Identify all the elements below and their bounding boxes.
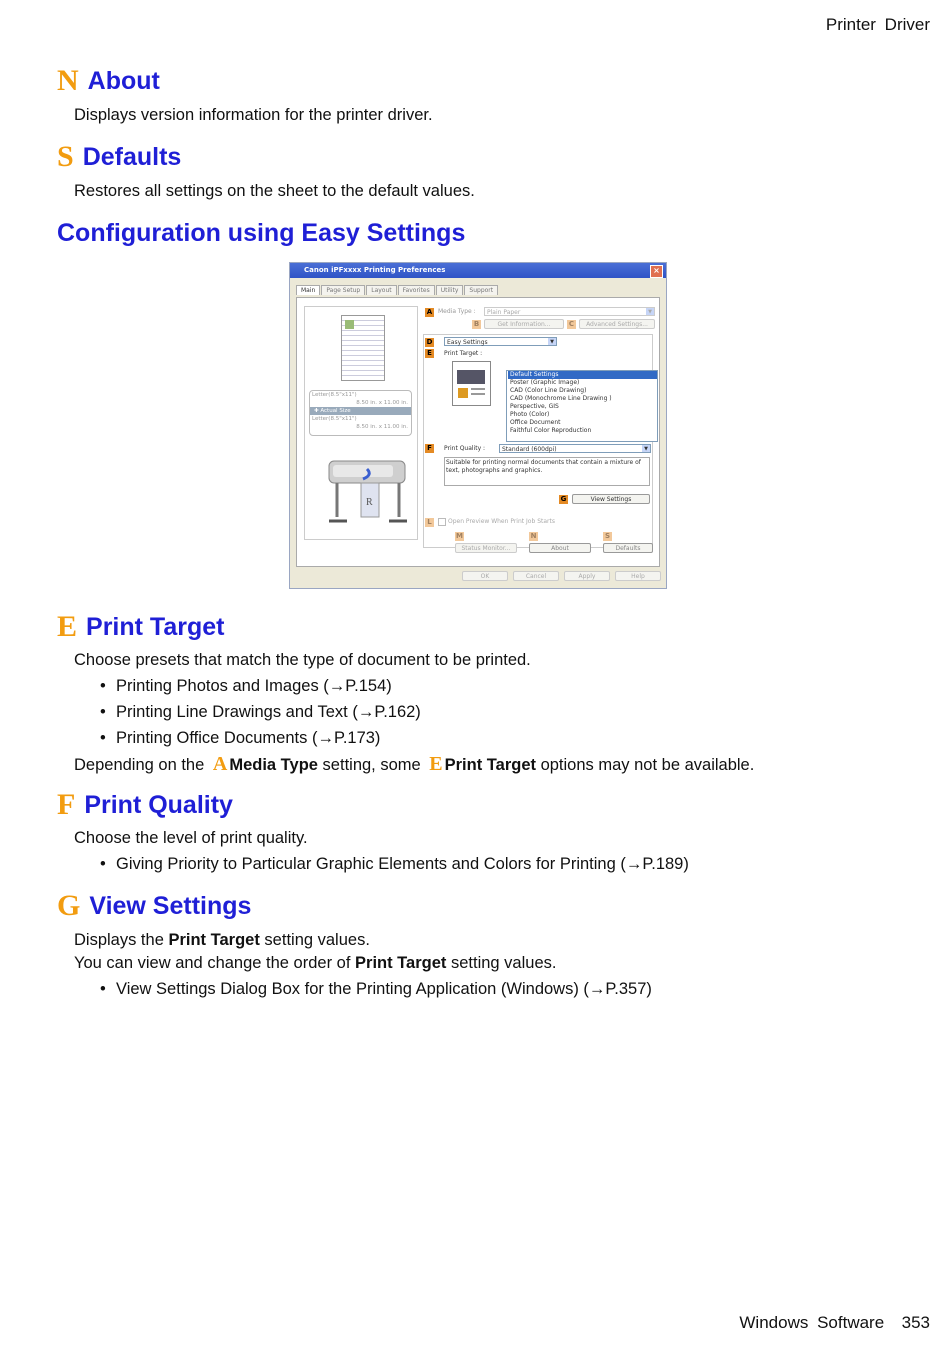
list-item	[100, 703, 421, 722]
tab-layout[interactable]: Layout	[366, 285, 396, 295]
marker-a: A	[426, 308, 433, 316]
marker-d: D	[426, 338, 433, 346]
heading-about: N About	[57, 64, 160, 97]
view-settings-line2: You can view and change the order of Print Target setting values.	[74, 954, 557, 972]
defaults-text: Restores all settings on the sheet to the default values.	[74, 182, 475, 200]
chevron-down-icon: ▼	[646, 308, 654, 315]
list-item	[100, 677, 392, 696]
defaults-button[interactable]: Defaults	[603, 543, 653, 553]
close-icon[interactable]: ×	[650, 265, 663, 278]
tab-support[interactable]: Support	[464, 285, 498, 295]
paper-size-box: Letter(8.5"x11") 8.50 in. x 11.00 in. ✚ Actual Size Letter(8.5"x11") 8.50 in. x 11.00 in.	[309, 390, 412, 436]
ok-button[interactable]: OK	[462, 571, 508, 581]
media-type-select[interactable]: Plain Paper ▼	[484, 307, 655, 316]
link-office-docs[interactable]: Printing Office Documents (→P.173)	[116, 729, 381, 747]
tab-main[interactable]: Main	[296, 285, 320, 295]
running-header: Printer Driver	[825, 15, 930, 34]
marker-letter-e: E	[57, 610, 78, 643]
marker-c: C	[568, 320, 575, 328]
preview-pane	[304, 306, 418, 540]
marker-letter-f: F	[57, 788, 76, 821]
dialog-title-bar: Canon iPFxxxx Printing Preferences ×	[290, 263, 666, 278]
link-priority-graphics[interactable]: Giving Priority to Particular Graphic Elements and Colors for Printing (→P.189)	[116, 855, 689, 873]
tab-page-setup[interactable]: Page Setup	[321, 285, 365, 295]
list-item[interactable]: CAD (Color Line Drawing)	[510, 387, 587, 394]
list-item[interactable]: Poster (Graphic Image)	[510, 379, 580, 386]
heading-print-quality: F Print Quality	[57, 788, 233, 821]
print-target-note: Depending on the A Media Type setting, some E Print Target options may not be available.	[74, 753, 755, 775]
marker-m: M	[456, 532, 463, 540]
print-quality-select[interactable]: Standard (600dpi) ▼	[499, 444, 651, 453]
link-view-settings-dialog[interactable]: View Settings Dialog Box for the Printing Application (Windows) (→P.357)	[116, 980, 652, 998]
marker-s: S	[604, 532, 611, 540]
marker-l: L	[425, 518, 434, 527]
marker-letter-g: G	[57, 889, 81, 922]
list-item[interactable]: CAD (Monochrome Line Drawing )	[510, 395, 612, 402]
tab-favorites[interactable]: Favorites	[398, 285, 435, 295]
marker-letter-e: E	[429, 753, 443, 775]
settings-mode-select[interactable]: Easy Settings ▼	[444, 337, 557, 346]
marker-letter-n: N	[57, 64, 79, 97]
printing-preferences-screenshot	[289, 262, 667, 589]
paper-preview-icon	[341, 315, 385, 381]
about-text: Displays version information for the printer driver.	[74, 106, 433, 124]
svg-text:R: R	[366, 497, 373, 508]
heading-view-settings: G View Settings	[57, 889, 252, 922]
marker-letter-s: S	[57, 140, 74, 173]
marker-f: F	[425, 444, 434, 453]
running-footer: Windows Software 353	[739, 1313, 930, 1332]
get-information-button[interactable]: Get Information...	[484, 319, 564, 329]
link-photos[interactable]: Printing Photos and Images (→P.154)	[116, 677, 392, 695]
page-number: 353	[901, 1313, 930, 1332]
heading-print-target: E Print Target	[57, 610, 225, 643]
main-tab-panel: Letter(8.5"x11") 8.50 in. x 11.00 in. ✚ Actual Size Letter(8.5"x11") 8.50 in. x 11.00 in. R A Media Type : Plain Paper ▼ B Get Information... C Advanced Settings... D Easy Settings ▼ E Print Target : Default Settings Poster (Graphic Image) CAD (Color Line Drawing) CAD (Monochrome Line Drawing ) Perspective, GIS Photo (Color) Office Document Faithful Color Reproduction F Print Quality : Standard (600dpi) ▼ Suitable for printing normal documents that contain a mixture of text, photographs and graphics. G View Settings L Open Preview When Print Job Starts M N S Status Monitor... About Defaults	[296, 297, 660, 567]
tab-utility[interactable]: Utility	[436, 285, 464, 295]
apply-button[interactable]: Apply	[564, 571, 610, 581]
list-item	[100, 980, 652, 999]
description-box: Suitable for printing normal documents that contain a mixture of text, photographs and graphics.	[444, 457, 650, 486]
list-item	[100, 729, 380, 748]
open-preview-checkbox[interactable]	[438, 518, 446, 526]
print-quality-text: Choose the level of print quality.	[74, 829, 308, 847]
marker-g: G	[560, 495, 567, 503]
status-monitor-button[interactable]: Status Monitor...	[455, 543, 517, 553]
marker-n: N	[530, 532, 537, 540]
marker-letter-a: A	[212, 753, 228, 775]
list-item[interactable]: Office Document	[510, 419, 561, 426]
help-button[interactable]: Help	[615, 571, 661, 581]
dialog-tabs	[296, 285, 499, 295]
view-settings-button[interactable]: View Settings	[572, 494, 650, 504]
about-button[interactable]: About	[529, 543, 591, 553]
marker-e: E	[425, 349, 434, 358]
view-settings-line1: Displays the Print Target setting values.	[74, 931, 370, 949]
chevron-down-icon: ▼	[548, 338, 556, 345]
list-item[interactable]: Photo (Color)	[510, 411, 550, 418]
print-target-text: Choose presets that match the type of document to be printed.	[74, 651, 531, 669]
list-item[interactable]: Perspective, GIS	[510, 403, 559, 410]
list-item[interactable]: Faithful Color Reproduction	[510, 427, 592, 434]
printer-illustration-icon	[323, 455, 409, 527]
print-target-list[interactable]	[506, 370, 658, 442]
actual-size-row: ✚ Actual Size	[310, 407, 411, 415]
list-item	[100, 855, 689, 874]
heading-defaults: S Defaults	[57, 140, 182, 173]
advanced-settings-button[interactable]: Advanced Settings...	[579, 319, 655, 329]
link-line-drawings[interactable]: Printing Line Drawings and Text (→P.162)	[116, 703, 421, 721]
heading-configuration: Configuration using Easy Settings	[57, 219, 466, 247]
cancel-button[interactable]: Cancel	[513, 571, 559, 581]
print-target-preview-icon	[452, 361, 492, 407]
marker-b: B	[473, 320, 480, 328]
chevron-down-icon: ▼	[642, 445, 650, 452]
list-item[interactable]: Default Settings	[508, 371, 657, 379]
